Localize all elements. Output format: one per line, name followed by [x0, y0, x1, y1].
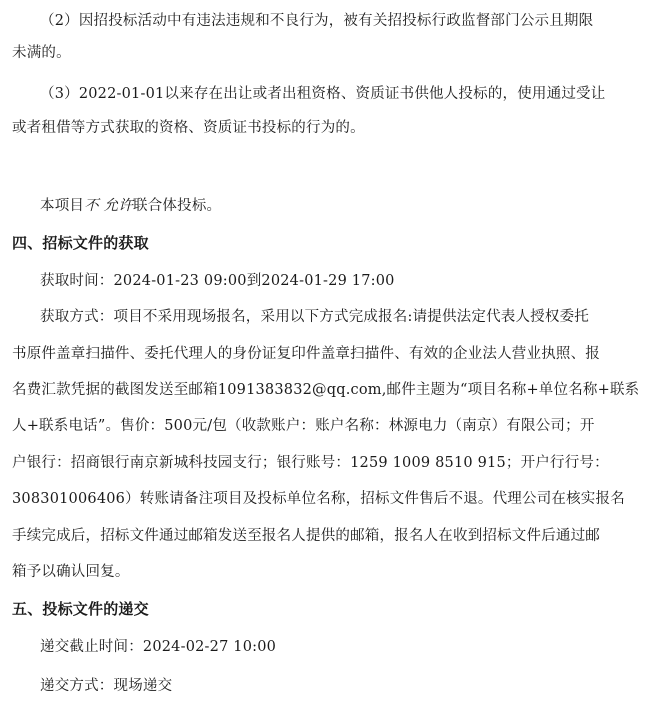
item3-line1: （3）2022-01-01以来存在出让或者出租资格、资质证书供他人投标的，使用通过受让 — [40, 86, 606, 102]
item3-line2: 或者租借等方式获取的资格、资质证书投标的行为的。 — [12, 120, 365, 136]
section4-heading: 四、招标文件的获取 — [12, 234, 149, 252]
section4-method-line: 获取方式：项目不采用现场报名，采用以下方式完成报名:请提供法定代表人授权委托 — [40, 309, 589, 325]
section4-method-line: 户银行：招商银行南京新城科技园支行；银行账号：1259 1009 8510 915；开户行行号： — [12, 455, 609, 471]
item2-line2: 未满的。 — [12, 45, 71, 61]
section4-time: 获取时间：2024-01-23 09:00到2024-01-29 17:00 — [40, 273, 395, 289]
section4-method-line: 书原件盖章扫描件、委托代理人的身份证复印件盖章扫描件、有效的企业法人营业执照、报 — [12, 346, 600, 362]
consortium-prefix: 本项目 — [40, 198, 85, 214]
section5-method: 递交方式：现场递交 — [40, 678, 173, 694]
section4-method-line: 手续完成后，招标文件通过邮箱发送至报名人提供的邮箱，报名人在收到招标文件后通过邮 — [12, 528, 600, 544]
consortium-suffix: 联合体投标。 — [133, 198, 222, 214]
section4-method-line: 名费汇款凭据的截图发送至邮箱1091383832@qq.com,邮件主题为“项目名称+单位名称+联系 — [12, 382, 640, 398]
section5-heading: 五、投标文件的递交 — [12, 600, 149, 618]
section4-method-line: 箱予以确认回复。 — [12, 564, 130, 580]
item2-line1: （2）因招投标活动中有违法违规和不良行为，被有关招投标行政监督部门公示且期限 — [40, 13, 594, 29]
consortium-emphasis: 不 允许 — [84, 198, 134, 214]
consortium-statement — [40, 196, 221, 216]
section4-method-line: 人+联系电话”。售价：500元/包（收款账户：账户名称：林源电力（南京）有限公司；开 — [12, 418, 595, 434]
section5-deadline: 递交截止时间：2024-02-27 10:00 — [40, 639, 277, 655]
section4-method-line: 308301006406）转账请备注项目及投标单位名称，招标文件售后不退。代理公司在核实报名 — [12, 491, 625, 507]
